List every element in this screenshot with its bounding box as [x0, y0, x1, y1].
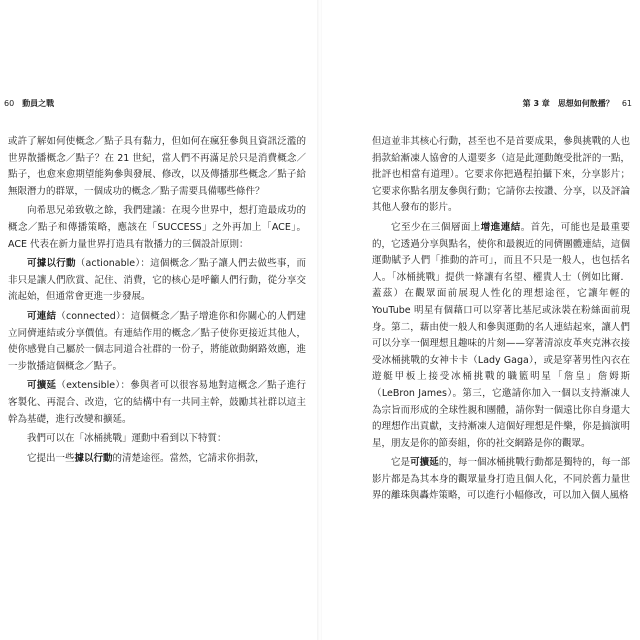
chapter-title: 思想如何散播？	[557, 99, 614, 108]
principle-actionable-text: ：這個概念／點子讓人們去做些事，而非只是讓人們欣賞、記住、消費，它的核心是呼籲人們行動，從分享交流起始，但通常會更進一步發展。	[8, 258, 306, 303]
principle-actionable	[8, 256, 306, 306]
re-pre: 它是	[391, 457, 411, 469]
rc-pre: 它至少在三個層面上	[391, 221, 481, 233]
principle-connected	[8, 309, 306, 375]
right-page-number: 61	[621, 99, 632, 108]
left-page-number: 60	[4, 99, 15, 108]
last-pre: 它提出一些	[27, 452, 75, 464]
chapter-label: 第 3 章	[522, 99, 550, 108]
term-extensible-en: （extensible）	[56, 380, 121, 392]
principle-extensible-text: ：參與者可以很容易地對這概念／點子進行客製化、再混合、改造，它的結構中有一共同主幹，鼓勵其社群以這主幹為基礎，進行改變和擴延。	[8, 380, 306, 425]
paragraph: 或許了解如何使概念／點子具有黏力，但如何在瘋狂參與且資訊泛濫的世界散播概念／點子？在 21 世紀，當人們不再滿足於只是消費概念／點子，也愈來愈期望能夠參與發展、修改，以及傳播那些概念／點子給無限潛力的群眾，一個成功的概念／點子需要具備哪些條件？	[8, 136, 306, 197]
right-running-head	[523, 98, 632, 109]
term-connected-en: （connected）	[56, 310, 121, 322]
term-inline-actionable: 據以行動	[74, 452, 113, 464]
term-extensible-right: 可擴延	[410, 457, 439, 469]
left-body-text	[8, 134, 306, 470]
rc-post: 。首先，可能也是最重要的，它透過分享與點名，使你和最親近的同儕團體連結，這個運動賦予人們「推動的許可」，而且不只是一般人，也包括名人。「冰桶挑戰」提供一條讓有名望、權貴人士（例如比爾．蓋茲）在觀眾面前展現人性化的理想途徑，它讓年輕的 YouTube 明星有個藉口可以穿著比基尼或泳裝在粉絲面前現身。第二，藉由使一般人和參與運動的名人連結起來，讓人們可以分享一個理想且趣味的片刻——穿著清涼皮革夾克淋衣接受冰桶挑戰的女神卡卡（Lady Gaga），或是穿著男性內衣在遊艇甲板上接受冰桶挑戰的職籃明星「詹皇」詹姆斯（LeBron James）。第三，它邀請你加入一個以支持漸凍人為宗旨而形成的全球性親和團體，請你對一個遠比你自身還大的理想作出貢獻，支持漸凍人這個好理想是件樂，你是搞演明星，朋友是你的節奏組，你的社交網路是你的觀眾。	[372, 221, 630, 449]
paragraph: 但這並非其核心行動，甚至也不是首要成果，參與挑戰的人也捐款給漸凍人協會的人還要多（這是此運動飽受批評的一點，批評也相當有道理）。它要求你把過程拍攝下來，分享影片；它要求你點名朋友參與行動；它請你去按讚、分享，以及評論其他人發布的影片。	[372, 136, 630, 214]
term-actionable-en: （actionable）	[75, 258, 141, 270]
re-post: 的，每一個冰桶挑戰行動都是獨特的，每一部影片都是為其本身的觀眾量身打造且個人化，不同於舊力量世界的離珠與轟炸策略，可以進行小幅修改，可以加入個人風格	[372, 457, 630, 502]
term-connect: 增進連結	[480, 221, 521, 233]
paragraph-last	[8, 451, 306, 468]
left-page	[0, 0, 318, 640]
paragraph: 我們可以在「冰桶挑戰」運動中看到以下特質：	[27, 433, 227, 445]
paragraph-extensible	[372, 455, 630, 505]
principle-connected-text: ：這個概念／點子增進你和你關心的人們建立同儕連結或分享價值。有連結作用的概念／點子使你更接近其他人，使你感覺自己屬於一個志同道合社群的一份子，將能啟動網路效應，進一步散播這個概念／點子。	[8, 310, 306, 372]
principle-extensible	[8, 378, 306, 428]
term-actionable: 可據以行動	[27, 258, 76, 270]
term-connected: 可連結	[27, 310, 57, 322]
left-running-head	[4, 98, 54, 109]
right-page	[322, 0, 640, 640]
last-post: 的清楚途徑。當然，它請求你捐款，	[112, 452, 265, 464]
paragraph-connect	[372, 220, 630, 452]
book-title: 動員之戰	[22, 99, 55, 108]
paragraph: 向希思兄弟致敬之餘，我們建議：在現今世界中，想打造最成功的概念／點子和傳播策略，應該在「SUCCESS」之外再加上「ACE」。ACE 代表在新力量世界打造具有散播力的三個設計原則：	[8, 205, 306, 250]
right-body-text	[372, 134, 630, 508]
term-extensible: 可擴延	[27, 380, 57, 392]
